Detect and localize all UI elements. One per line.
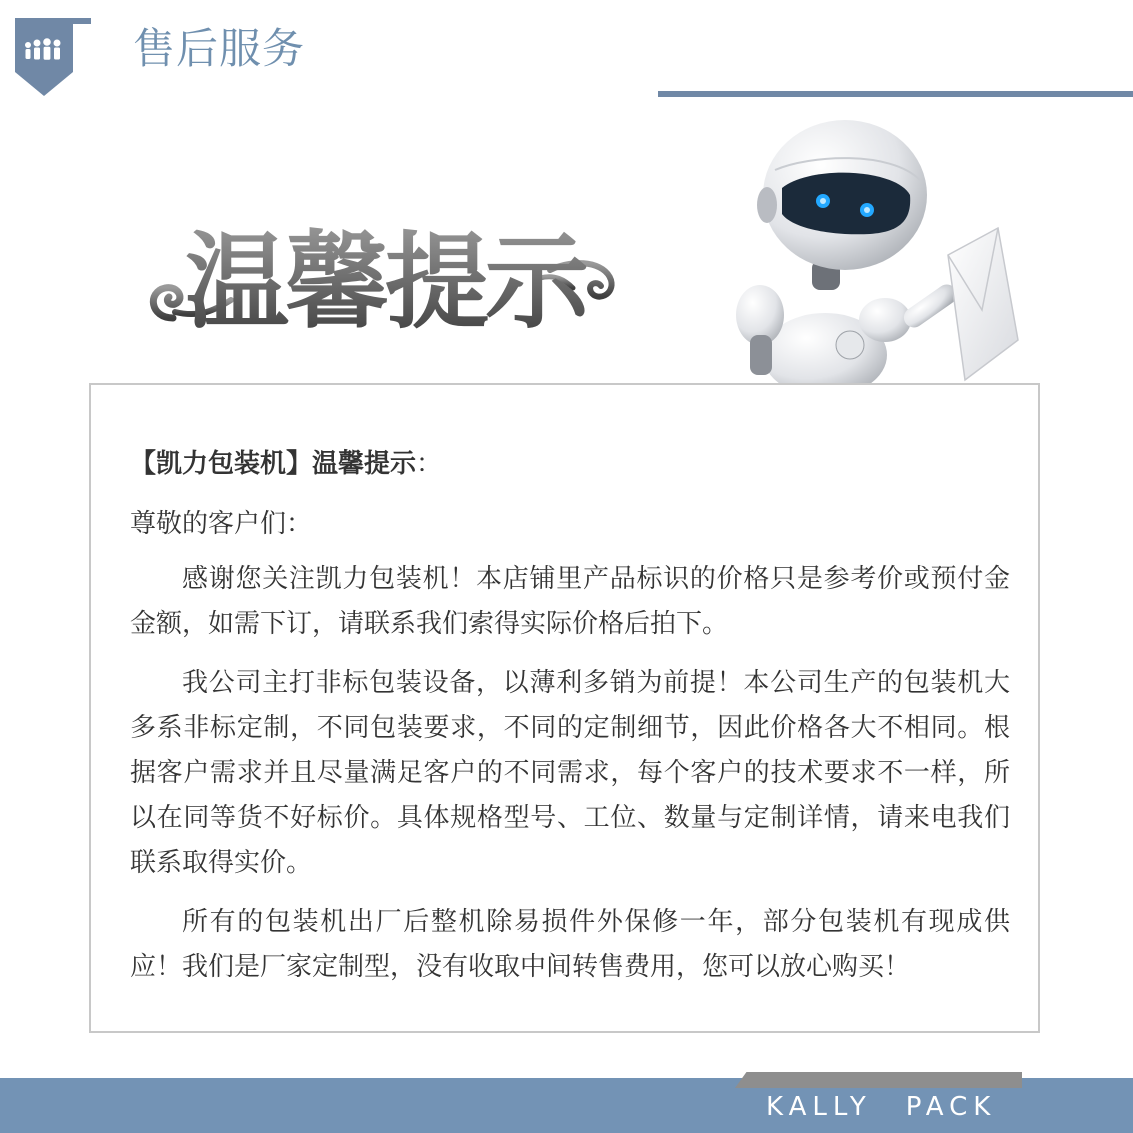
notice-title bbox=[130, 443, 442, 480]
svg-text:温馨提示: 温馨提示 bbox=[184, 220, 586, 343]
notice-paragraph: 感谢您关注凯力包装机！本店铺里产品标识的价格只是参考价或预付金金额，如需下订，请联系我们索得实际价格后拍下。 bbox=[130, 564, 1010, 639]
notice-paragraph: 我公司主打非标包装设备，以薄利多销为前提！本公司生产的包装机大多系非标定制，不同包装要求，不同的定制细节，因此价格各大不相同。根据客户需求并且尽量满足客户的不同需求，每个客户的技术要求不一样，所以在同等货不好标价。具体规格型号、工位、数量与定制详情，请来电我们联系取得实价。 bbox=[130, 668, 1010, 878]
calligraphy-title-icon bbox=[145, 200, 625, 350]
people-group-icon bbox=[15, 18, 91, 98]
decorative-title-artwork bbox=[145, 200, 625, 350]
brand-left: KALLY bbox=[766, 1092, 872, 1122]
notice-title-colon: ： bbox=[416, 449, 443, 479]
footer-brand bbox=[766, 1092, 996, 1122]
notice-title-text: 【凯力包装机】温馨提示 bbox=[130, 449, 417, 479]
header-divider bbox=[658, 91, 1133, 97]
robot-holding-envelope-icon bbox=[720, 110, 1030, 390]
notice-greeting: 尊敬的客户们： bbox=[130, 509, 313, 539]
footer-tab bbox=[735, 1072, 1022, 1088]
robot-illustration bbox=[720, 110, 1030, 390]
brand-right: PACK bbox=[905, 1092, 997, 1122]
header-badge bbox=[15, 18, 91, 98]
page-title: 售后服务 bbox=[133, 24, 306, 73]
notice-paragraph: 所有的包装机出厂后整机除易损件外保修一年，部分包装机有现成供应！我们是厂家定制型，没有收取中间转售费用，您可以放心购买！ bbox=[130, 907, 1010, 982]
notice-panel bbox=[89, 383, 1040, 1033]
